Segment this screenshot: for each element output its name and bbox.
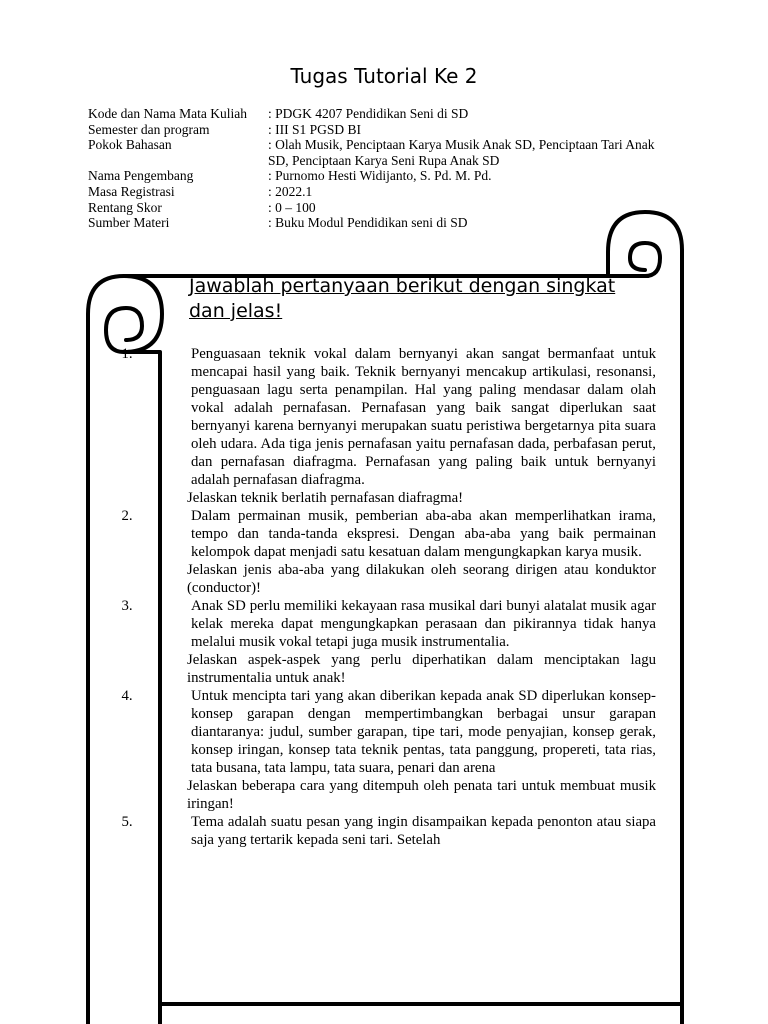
question-prompt: Jelaskan beberapa cara yang ditempuh oleh penata tari untuk membuat musik iringan! [187,778,656,812]
meta-label: Nama Pengembang [88,168,194,184]
question-item-2 [110,507,656,597]
question-body: Tema adalah suatu pesan yang ingin disampaikan kepada penonton atau siapa saja yang tertarik kepada seni tari. Setelah [191,814,656,848]
document-title: Tugas Tutorial Ke 2 [290,64,478,88]
question-prompt: Jelaskan aspek-aspek yang perlu diperhatikan dalam menciptakan lagu instrumentalia untuk anak! [187,652,656,686]
question-number: 5. [121,814,133,830]
question-item-3 [110,597,656,687]
question-number: 1. [121,346,133,362]
meta-label: Semester dan program [88,121,210,137]
question-body: Anak SD perlu memiliki kekayaan rasa musikal dari bunyi alatalat musik agar kelak mereka dapat mengungkapkan perasaan dan pikirannya tidak hanya melalui musik vokal tetapi juga musik instrumentalia. [191,598,656,650]
question-list [110,345,656,849]
question-body: Untuk mencipta tari yang akan diberikan kepada anak SD diperlukan konsep-konsep garapan dengan mempertimbangkan berbagai unsur garapan diantaranya: judul, sumber garapan, tipe tari, mode penyajian, konsep gerak, konsep iringan, konsep tata teknik pentas, tata panggung, propereti, tata rias, tata busana, tata lampu, tata suara, penari dan arena [191,688,656,776]
instruction-text: Jawablah pertanyaan berikut dengan singkat dan jelas! [189,275,616,322]
question-body: Penguasaan teknik vokal dalam bernyanyi akan sangat bermanfaat untuk mencapai hasil yang baik. Teknik bernyanyi mencakup artikulasi, resonansi, penguasaan lagu serta penampilan. Hal yang paling mendasar dalam olah vokal adalah pernafasan. Pernafasan yang baik sangat diperlukan saat bernyanyi karena bernyanyi merupakan suatu peristiwa bergetarnya pita suara oleh udara. Ada tiga jenis pernafasan yaitu pernafasan dada, perbafasan perut, dan pernafasan diafragma. Pernafasan yang paling baik untuk bernyanyi adalah pernafasan diafragma. [191,346,656,488]
meta-value: : Buku Modul Pendidikan seni di SD [268,215,468,231]
meta-value: : 2022.1 [268,183,313,199]
question-item-5 [110,813,656,849]
meta-value: : Purnomo Hesti Widijanto, S. Pd. M. Pd. [268,168,492,184]
question-item-1 [110,345,656,507]
meta-value: : PDGK 4207 Pendidikan Seni di SD [268,106,469,121]
scroll-top-curl-inner [630,243,660,276]
question-prompt: Jelaskan jenis aba-aba yang dilakukan oleh seorang dirigen atau konduktor (conductor)! [187,562,656,596]
question-prompt: Jelaskan teknik berlatih pernafasan diafragma! [187,490,464,506]
question-item-4 [110,687,656,813]
meta-label: Kode dan Nama Mata Kuliah [88,106,247,121]
meta-label: Sumber Materi [88,215,170,231]
question-number: 3. [121,598,133,614]
meta-label: Masa Registrasi [88,183,175,199]
meta-value: : III S1 PGSD BI [268,121,362,137]
question-number: 2. [121,508,133,524]
meta-value: : 0 – 100 [268,199,316,215]
question-body: Dalam permainan musik, pemberian aba-aba akan memperlihatkan irama, tempo dan tanda-tanda ekspresi. Dengan aba-aba yang baik permainan kelompok dapat menjadi satu kesatuan dalam mengungkapkan karya musik. [191,508,656,560]
instruction-heading [189,274,629,324]
meta-label: Rentang Skor [88,199,162,215]
question-number: 4. [121,688,133,704]
meta-value: : Olah Musik, Penciptaan Karya Musik Anak SD, Penciptaan Tari Anak SD, Penciptaan Karya Seni Rupa Anak SD [268,137,655,168]
meta-label: Pokok Bahasan [88,137,172,153]
